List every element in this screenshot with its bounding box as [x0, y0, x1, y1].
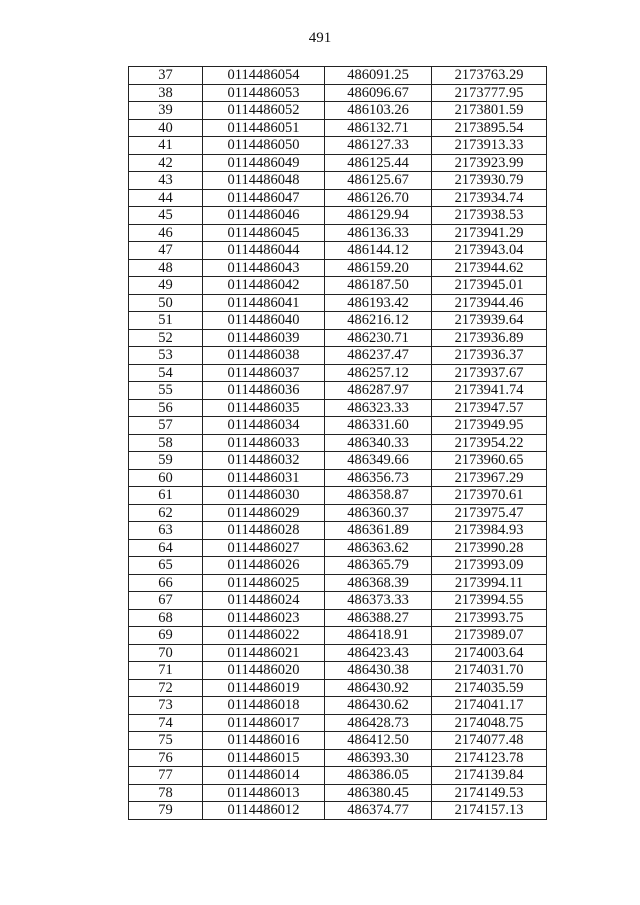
table-row: [129, 259, 547, 277]
x-coordinate-cell: 486340.33: [325, 434, 432, 452]
point-id-cell: 0114486020: [203, 662, 325, 680]
table-row: [129, 609, 547, 627]
x-coordinate-cell: 486125.67: [325, 172, 432, 190]
x-coordinate-cell: 486323.33: [325, 399, 432, 417]
row-index-cell: 70: [129, 644, 203, 662]
y-coordinate-cell: 2173970.61: [432, 487, 547, 505]
point-id-cell: 0114486035: [203, 399, 325, 417]
row-index-cell: 73: [129, 697, 203, 715]
x-coordinate-cell: 486380.45: [325, 784, 432, 802]
table-row: [129, 574, 547, 592]
row-index-cell: 41: [129, 137, 203, 155]
x-coordinate-cell: 486356.73: [325, 469, 432, 487]
table-row: [129, 504, 547, 522]
y-coordinate-cell: 2173943.04: [432, 242, 547, 260]
point-id-cell: 0114486030: [203, 487, 325, 505]
table-row: [129, 679, 547, 697]
table-row: [129, 434, 547, 452]
row-index-cell: 66: [129, 574, 203, 592]
point-id-cell: 0114486015: [203, 749, 325, 767]
x-coordinate-cell: 486144.12: [325, 242, 432, 260]
y-coordinate-cell: 2173949.95: [432, 417, 547, 435]
y-coordinate-cell: 2173990.28: [432, 539, 547, 557]
point-id-cell: 0114486039: [203, 329, 325, 347]
x-coordinate-cell: 486430.38: [325, 662, 432, 680]
x-coordinate-cell: 486331.60: [325, 417, 432, 435]
coordinates-table-body: [129, 67, 547, 820]
row-index-cell: 69: [129, 627, 203, 645]
table-row: [129, 417, 547, 435]
x-coordinate-cell: 486393.30: [325, 749, 432, 767]
x-coordinate-cell: 486412.50: [325, 732, 432, 750]
table-row: [129, 382, 547, 400]
row-index-cell: 55: [129, 382, 203, 400]
point-id-cell: 0114486047: [203, 189, 325, 207]
row-index-cell: 74: [129, 714, 203, 732]
table-row: [129, 364, 547, 382]
y-coordinate-cell: 2174035.59: [432, 679, 547, 697]
table-row: [129, 539, 547, 557]
x-coordinate-cell: 486430.92: [325, 679, 432, 697]
row-index-cell: 75: [129, 732, 203, 750]
y-coordinate-cell: 2173975.47: [432, 504, 547, 522]
table-row: [129, 67, 547, 85]
page-number: 491: [308, 30, 332, 46]
y-coordinate-cell: 2174077.48: [432, 732, 547, 750]
x-coordinate-cell: 486132.71: [325, 119, 432, 137]
table-row: [129, 469, 547, 487]
table-row: [129, 347, 547, 365]
point-id-cell: 0114486016: [203, 732, 325, 750]
row-index-cell: 53: [129, 347, 203, 365]
point-id-cell: 0114486017: [203, 714, 325, 732]
y-coordinate-cell: 2173941.74: [432, 382, 547, 400]
y-coordinate-cell: 2174149.53: [432, 784, 547, 802]
point-id-cell: 0114486018: [203, 697, 325, 715]
x-coordinate-cell: 486430.62: [325, 697, 432, 715]
table-row: [129, 557, 547, 575]
x-coordinate-cell: 486159.20: [325, 259, 432, 277]
table-row: [129, 277, 547, 295]
y-coordinate-cell: 2173984.93: [432, 522, 547, 540]
x-coordinate-cell: 486386.05: [325, 767, 432, 785]
y-coordinate-cell: 2173913.33: [432, 137, 547, 155]
point-id-cell: 0114486025: [203, 574, 325, 592]
x-coordinate-cell: 486136.33: [325, 224, 432, 242]
point-id-cell: 0114486023: [203, 609, 325, 627]
row-index-cell: 56: [129, 399, 203, 417]
point-id-cell: 0114486029: [203, 504, 325, 522]
y-coordinate-cell: 2173944.62: [432, 259, 547, 277]
row-index-cell: 45: [129, 207, 203, 225]
point-id-cell: 0114486032: [203, 452, 325, 470]
row-index-cell: 76: [129, 749, 203, 767]
row-index-cell: 38: [129, 84, 203, 102]
row-index-cell: 63: [129, 522, 203, 540]
row-index-cell: 44: [129, 189, 203, 207]
row-index-cell: 62: [129, 504, 203, 522]
y-coordinate-cell: 2173936.89: [432, 329, 547, 347]
table-row: [129, 312, 547, 330]
point-id-cell: 0114486049: [203, 154, 325, 172]
y-coordinate-cell: 2174157.13: [432, 802, 547, 820]
x-coordinate-cell: 486187.50: [325, 277, 432, 295]
y-coordinate-cell: 2173954.22: [432, 434, 547, 452]
table-row: [129, 732, 547, 750]
point-id-cell: 0114486019: [203, 679, 325, 697]
point-id-cell: 0114486053: [203, 84, 325, 102]
point-id-cell: 0114486012: [203, 802, 325, 820]
y-coordinate-cell: 2173945.01: [432, 277, 547, 295]
table-row: [129, 627, 547, 645]
x-coordinate-cell: 486127.33: [325, 137, 432, 155]
point-id-cell: 0114486052: [203, 102, 325, 120]
y-coordinate-cell: 2173993.75: [432, 609, 547, 627]
x-coordinate-cell: 486193.42: [325, 294, 432, 312]
row-index-cell: 43: [129, 172, 203, 190]
x-coordinate-cell: 486230.71: [325, 329, 432, 347]
table-row: [129, 749, 547, 767]
table-row: [129, 189, 547, 207]
x-coordinate-cell: 486374.77: [325, 802, 432, 820]
table-row: [129, 154, 547, 172]
table-row: [129, 224, 547, 242]
row-index-cell: 46: [129, 224, 203, 242]
y-coordinate-cell: 2174031.70: [432, 662, 547, 680]
y-coordinate-cell: 2173936.37: [432, 347, 547, 365]
table-row: [129, 452, 547, 470]
row-index-cell: 65: [129, 557, 203, 575]
row-index-cell: 78: [129, 784, 203, 802]
table-row: [129, 207, 547, 225]
row-index-cell: 39: [129, 102, 203, 120]
y-coordinate-cell: 2173938.53: [432, 207, 547, 225]
table-row: [129, 102, 547, 120]
x-coordinate-cell: 486358.87: [325, 487, 432, 505]
point-id-cell: 0114486046: [203, 207, 325, 225]
row-index-cell: 54: [129, 364, 203, 382]
y-coordinate-cell: 2174041.17: [432, 697, 547, 715]
x-coordinate-cell: 486349.66: [325, 452, 432, 470]
point-id-cell: 0114486050: [203, 137, 325, 155]
x-coordinate-cell: 486373.33: [325, 592, 432, 610]
point-id-cell: 0114486045: [203, 224, 325, 242]
x-coordinate-cell: 486368.39: [325, 574, 432, 592]
row-index-cell: 77: [129, 767, 203, 785]
y-coordinate-cell: 2173939.64: [432, 312, 547, 330]
point-id-cell: 0114486021: [203, 644, 325, 662]
y-coordinate-cell: 2174139.84: [432, 767, 547, 785]
row-index-cell: 79: [129, 802, 203, 820]
y-coordinate-cell: 2173941.29: [432, 224, 547, 242]
row-index-cell: 50: [129, 294, 203, 312]
point-id-cell: 0114486022: [203, 627, 325, 645]
row-index-cell: 67: [129, 592, 203, 610]
x-coordinate-cell: 486388.27: [325, 609, 432, 627]
y-coordinate-cell: 2173989.07: [432, 627, 547, 645]
point-id-cell: 0114486043: [203, 259, 325, 277]
table-row: [129, 84, 547, 102]
x-coordinate-cell: 486125.44: [325, 154, 432, 172]
row-index-cell: 61: [129, 487, 203, 505]
point-id-cell: 0114486044: [203, 242, 325, 260]
point-id-cell: 0114486026: [203, 557, 325, 575]
point-id-cell: 0114486014: [203, 767, 325, 785]
point-id-cell: 0114486031: [203, 469, 325, 487]
point-id-cell: 0114486028: [203, 522, 325, 540]
table-row: [129, 662, 547, 680]
y-coordinate-cell: 2173777.95: [432, 84, 547, 102]
row-index-cell: 57: [129, 417, 203, 435]
row-index-cell: 52: [129, 329, 203, 347]
table-row: [129, 802, 547, 820]
y-coordinate-cell: 2173895.54: [432, 119, 547, 137]
table-row: [129, 172, 547, 190]
y-coordinate-cell: 2173763.29: [432, 67, 547, 85]
x-coordinate-cell: 486216.12: [325, 312, 432, 330]
y-coordinate-cell: 2173801.59: [432, 102, 547, 120]
point-id-cell: 0114486036: [203, 382, 325, 400]
table-row: [129, 644, 547, 662]
point-id-cell: 0114486051: [203, 119, 325, 137]
y-coordinate-cell: 2173967.29: [432, 469, 547, 487]
table-row: [129, 487, 547, 505]
y-coordinate-cell: 2173934.74: [432, 189, 547, 207]
table-row: [129, 119, 547, 137]
row-index-cell: 49: [129, 277, 203, 295]
x-coordinate-cell: 486257.12: [325, 364, 432, 382]
point-id-cell: 0114486048: [203, 172, 325, 190]
x-coordinate-cell: 486126.70: [325, 189, 432, 207]
table-row: [129, 697, 547, 715]
table-row: [129, 294, 547, 312]
point-id-cell: 0114486037: [203, 364, 325, 382]
y-coordinate-cell: 2174123.78: [432, 749, 547, 767]
x-coordinate-cell: 486287.97: [325, 382, 432, 400]
x-coordinate-cell: 486237.47: [325, 347, 432, 365]
row-index-cell: 72: [129, 679, 203, 697]
x-coordinate-cell: 486103.26: [325, 102, 432, 120]
point-id-cell: 0114486042: [203, 277, 325, 295]
table-row: [129, 329, 547, 347]
table-row: [129, 137, 547, 155]
row-index-cell: 64: [129, 539, 203, 557]
point-id-cell: 0114486034: [203, 417, 325, 435]
y-coordinate-cell: 2173994.55: [432, 592, 547, 610]
point-id-cell: 0114486013: [203, 784, 325, 802]
x-coordinate-cell: 486091.25: [325, 67, 432, 85]
y-coordinate-cell: 2173993.09: [432, 557, 547, 575]
row-index-cell: 40: [129, 119, 203, 137]
row-index-cell: 51: [129, 312, 203, 330]
y-coordinate-cell: 2173944.46: [432, 294, 547, 312]
row-index-cell: 59: [129, 452, 203, 470]
y-coordinate-cell: 2173937.67: [432, 364, 547, 382]
table-row: [129, 714, 547, 732]
row-index-cell: 48: [129, 259, 203, 277]
point-id-cell: 0114486038: [203, 347, 325, 365]
x-coordinate-cell: 486129.94: [325, 207, 432, 225]
point-id-cell: 0114486041: [203, 294, 325, 312]
row-index-cell: 71: [129, 662, 203, 680]
y-coordinate-cell: 2174048.75: [432, 714, 547, 732]
x-coordinate-cell: 486096.67: [325, 84, 432, 102]
table-row: [129, 784, 547, 802]
x-coordinate-cell: 486361.89: [325, 522, 432, 540]
row-index-cell: 47: [129, 242, 203, 260]
table-row: [129, 242, 547, 260]
row-index-cell: 60: [129, 469, 203, 487]
row-index-cell: 68: [129, 609, 203, 627]
row-index-cell: 42: [129, 154, 203, 172]
point-id-cell: 0114486054: [203, 67, 325, 85]
y-coordinate-cell: 2173947.57: [432, 399, 547, 417]
x-coordinate-cell: 486360.37: [325, 504, 432, 522]
table-row: [129, 767, 547, 785]
y-coordinate-cell: 2173930.79: [432, 172, 547, 190]
point-id-cell: 0114486024: [203, 592, 325, 610]
y-coordinate-cell: 2173960.65: [432, 452, 547, 470]
table-row: [129, 522, 547, 540]
x-coordinate-cell: 486363.62: [325, 539, 432, 557]
coordinates-table: [128, 66, 547, 820]
row-index-cell: 37: [129, 67, 203, 85]
point-id-cell: 0114486040: [203, 312, 325, 330]
x-coordinate-cell: 486423.43: [325, 644, 432, 662]
x-coordinate-cell: 486365.79: [325, 557, 432, 575]
table-row: [129, 399, 547, 417]
y-coordinate-cell: 2174003.64: [432, 644, 547, 662]
x-coordinate-cell: 486418.91: [325, 627, 432, 645]
table-row: [129, 592, 547, 610]
point-id-cell: 0114486027: [203, 539, 325, 557]
row-index-cell: 58: [129, 434, 203, 452]
point-id-cell: 0114486033: [203, 434, 325, 452]
x-coordinate-cell: 486428.73: [325, 714, 432, 732]
y-coordinate-cell: 2173923.99: [432, 154, 547, 172]
y-coordinate-cell: 2173994.11: [432, 574, 547, 592]
